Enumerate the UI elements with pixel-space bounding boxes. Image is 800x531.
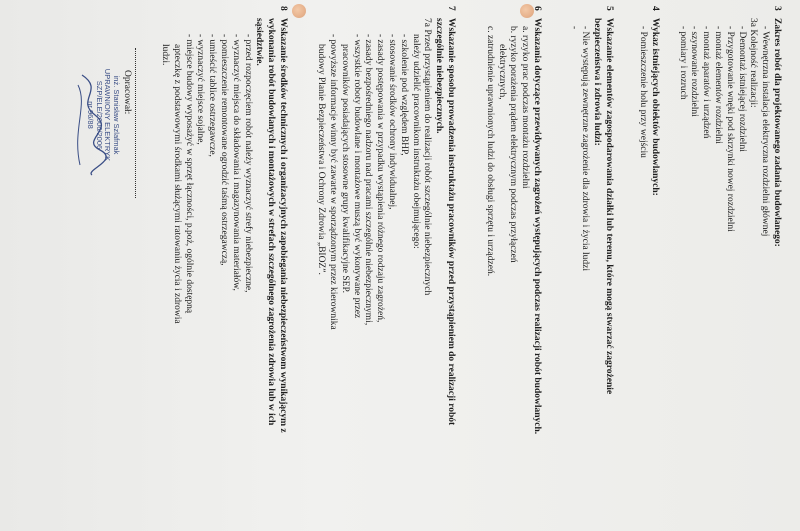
list-item — [567, 18, 579, 488]
list-item: ludzi. — [160, 44, 171, 66]
list-item: - wszystkie roboty budowlane i montażowe muszą być wykonywane przez — [350, 18, 362, 488]
list-item: a. ryzyko prac podczas montażu rozdzielni — [520, 26, 531, 189]
section-number: 8 — [278, 6, 288, 11]
section-number: 6 — [532, 6, 542, 11]
list-item: - powyższe informacje winny być zawarte w sporządzonym przez kierownika — [326, 18, 338, 488]
list-item: apteczkę z podstawowymi środkami służącymi ratowaniu życia i zdrowia — [171, 44, 182, 324]
list-item: - szynowanie rozdzielni — [688, 18, 700, 488]
list-item: - stosowanie środków ochrony indywidualnej, — [385, 18, 397, 488]
signature-label: Opracował: — [122, 70, 132, 115]
list-item: b. ryzyko porażenia prądem elektrycznym podczas przyłączeń — [508, 26, 519, 263]
list-item: elektrycznych, — [496, 44, 507, 100]
section-title: Wskazanie elementów zagospodarowania działki lub terenu, które mogą stwarzać zagrożenie bezpieczeństwa i zdrowia ludzi: — [592, 18, 614, 395]
stamp-line: SZP/ELE/2006/2006 — [95, 80, 104, 150]
stamp-line: inż. Stanisław Szlafmak — [112, 75, 121, 155]
list-item: - wyznaczyć miejsca do składowania i magazynowania materiałów, — [229, 18, 241, 488]
handwritten-signature — [70, 70, 110, 180]
list-item: - Przygotowanie wnęki pod skrzynki nowej rozdzielni — [723, 18, 735, 488]
stamp-line: nr 96/88 — [86, 101, 96, 129]
list-item: 7a Przed przystąpieniem do realizacji robót szczególnie niebezpiecznych — [422, 18, 433, 296]
signature-line — [135, 48, 136, 198]
section-title: Wskazanie środków technicznych i organizacyjnych zapobiegania niebezpieczeństwom wynikającym z wykonania robót budowlanych i montażowych w strefach szczególnego zagrożenia zdrowia lub w ich sąsiedztwie. — [254, 18, 288, 433]
section-3 — [676, 6, 782, 488]
list-item: - zasady bezpośredniego nadzoru nad pracami szczególnie niebezpiecznymi, — [362, 18, 374, 488]
section-5 — [567, 6, 614, 488]
section-number: 4 — [650, 6, 660, 11]
list-item: - pomiary i rozruch — [676, 18, 688, 488]
list-item: budowy Planie Bezpieczeństwa i Ochrony Zdrowia „BIOZ”. — [316, 44, 327, 275]
list-item: - Demontaż istniejącej rozdzielni — [735, 18, 747, 488]
list-item: - Pomieszczenie holu przy wejściu — [636, 18, 648, 488]
list-item: pracowników posiadających stosowne grupy kwalifikacyjne SEP. — [339, 44, 350, 294]
section-8 — [158, 6, 288, 488]
section-title: Wskazania dotyczące przewidywanych zagrożeń występujących podczas realizacji robót budowlanych. — [532, 18, 542, 435]
list-item: - zasady postępowania w przypadku wystąpienia różnego rodzaju zagrożeń, — [373, 18, 385, 488]
list-item: - montaż aparatów i urządzeń — [699, 18, 711, 488]
section-number: 7 — [446, 6, 456, 11]
list-item: c. zatrudnienie uprawnionych ludzi do obsługi sprzętu i urządzeń. — [484, 26, 495, 277]
list-item: - miejsce budowy wyposażyć w sprzęt łączności, p.poż, ogólnie dostępną — [182, 18, 194, 488]
section-title: Zakres robót dla projektowanego zadania budowlanego: — [772, 18, 782, 247]
section-title: Wykaz istniejących obiektów budowlanych: — [650, 18, 660, 196]
section-number: 3 — [772, 6, 782, 11]
section-number: 5 — [604, 6, 614, 11]
list-item: - Wewnętrzna instalacja elektryczna rozdzielni głównej — [758, 18, 770, 488]
stamp-line: UPRAWNIONY ELEKTRYK — [103, 68, 113, 162]
list-item: - wyznaczyć miejsce sojalne, — [194, 18, 206, 488]
section-title: Wskazanie sposobu prowadzenia instruktażu pracowników przed przystąpieniem do realizacji robót szczególnie niebezpiecznych. — [434, 18, 456, 426]
section-7 — [314, 6, 456, 488]
list-item: - montaż elementów rozdzielni — [711, 18, 723, 488]
list-item: należy udzielić pracownikom instruktażu obejmującego: — [410, 34, 421, 249]
list-item: - pomieszczenie remontowane ogrodzić taśmą ostrzegawczą, — [217, 18, 229, 488]
list-item: 3a Kolejność realizacji: — [748, 18, 759, 108]
list-item: - umieścić tablice ostrzegawcze, — [205, 18, 217, 488]
section-4 — [636, 6, 660, 488]
list-item: - Nie występują zewnętrzne zagrożenie dla zdrowia i życia ludzi — [579, 18, 591, 488]
list-item: - przed rozpoczęciem robót należy wyznaczyć strefy niebezpieczne, — [241, 18, 253, 488]
section-6 — [483, 6, 542, 488]
list-item: - szkolenie pod względem BHP, — [397, 18, 409, 488]
